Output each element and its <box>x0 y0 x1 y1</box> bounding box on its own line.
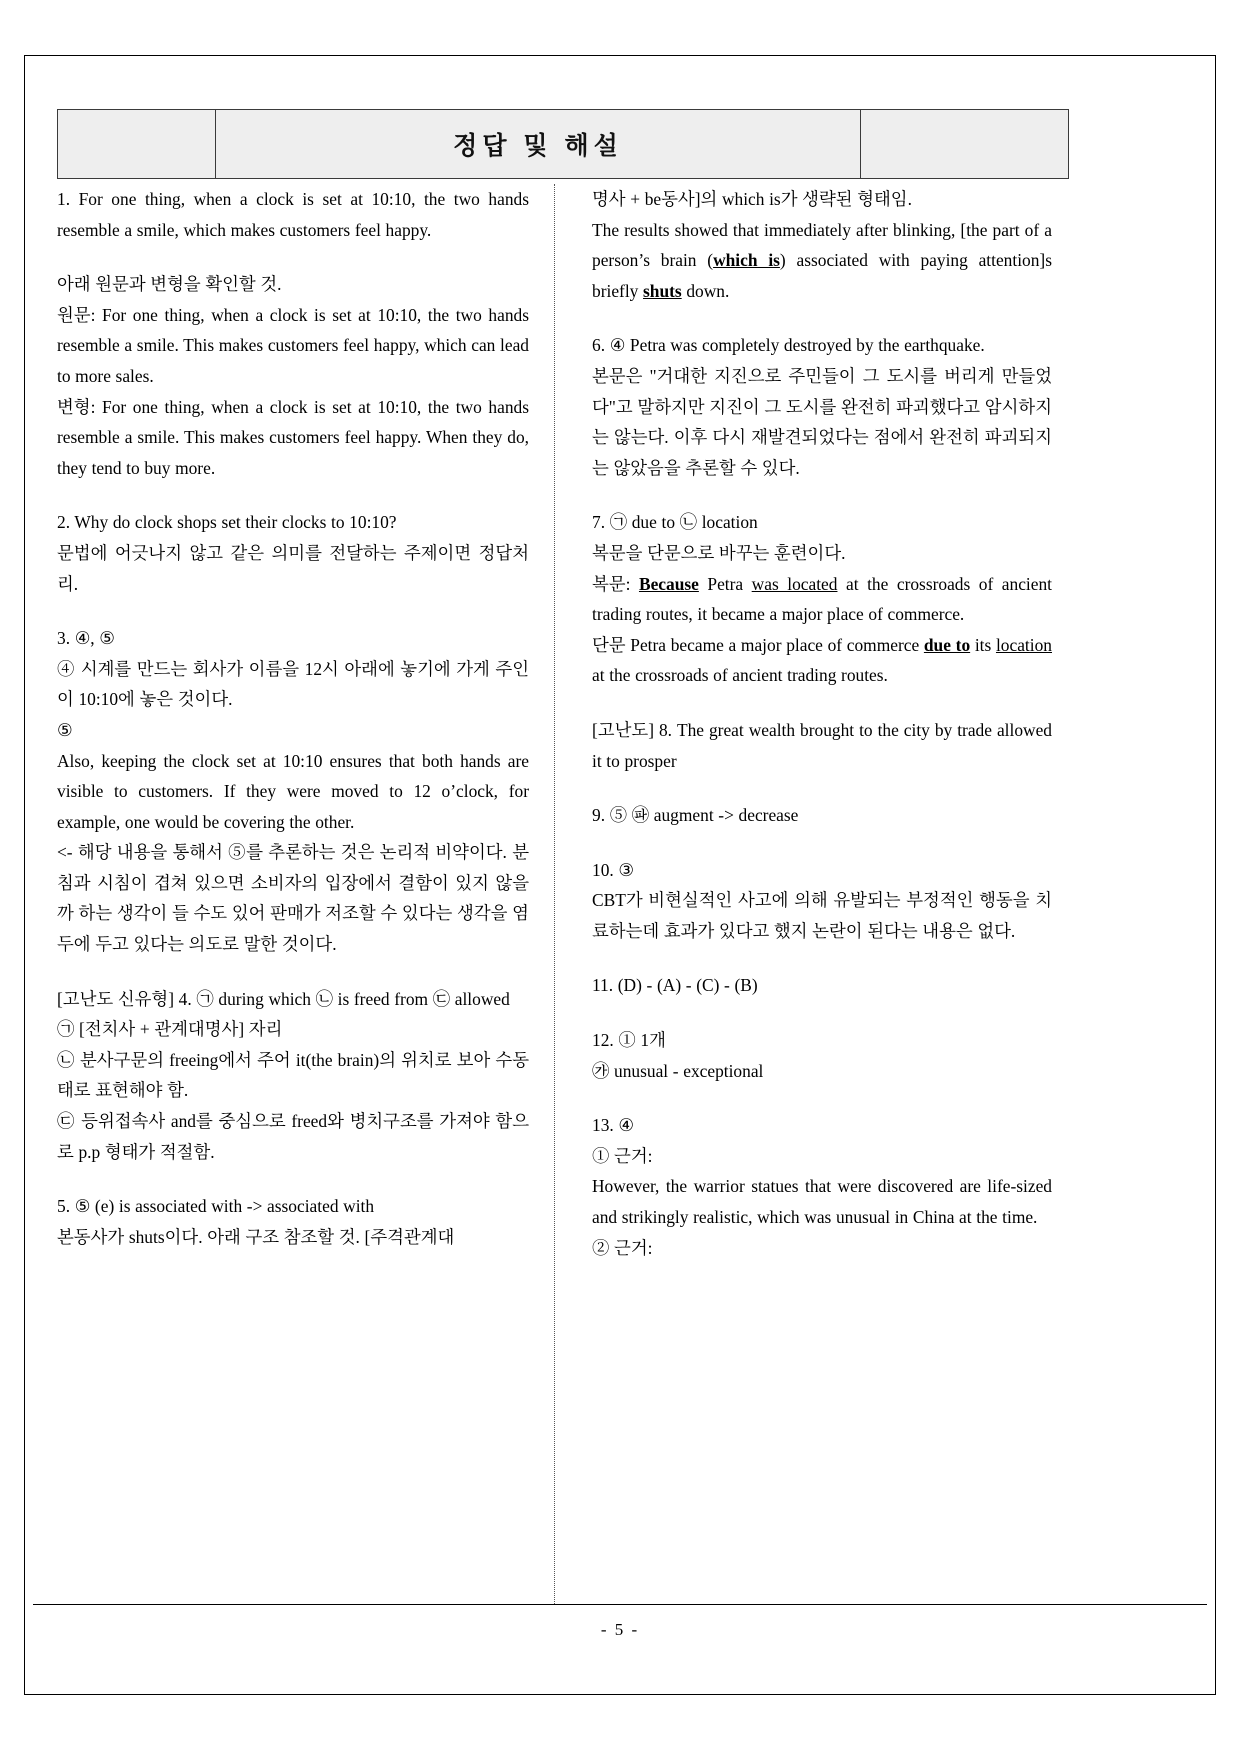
answer-line: 11. (D) - (A) - (C) - (B) <box>592 975 758 996</box>
answer-block-7 <box>592 507 1052 691</box>
answer-line: CBT가 비현실적인 사고에 의해 유발되는 부정적인 행동을 치료하는데 효과가 있다고 했지 논란이 된다는 내용은 없다. <box>592 890 1052 941</box>
right-column <box>566 184 1052 1604</box>
answer-line: 1. For one thing, when a clock is set at 10:10, the two hands resemble a smile, which makes customers feel happy. <box>57 189 529 240</box>
answer-line: 12. ① 1개 <box>592 1030 666 1051</box>
page-content <box>33 64 1207 1686</box>
answer-block-8 <box>592 715 1052 776</box>
answer-block-11 <box>592 970 1052 1001</box>
answer-line: ㉢ 등위접속사 and를 중심으로 freed와 병치구조를 가져야 함으로 p.p 형태가 적절함. <box>57 1111 529 1162</box>
answer-line: <- 해당 내용을 통해서 ⑤를 추론하는 것은 논리적 비약이다. 분침과 시침이 겹쳐 있으면 소비자의 입장에서 결함이 있지 않을까 하는 생각이 들 수도 있어 판매가 저조할 수 있다는 생각을 염두에 두고 있다는 의도로 말한 것이다. <box>57 842 529 955</box>
answer-line: 5. ⑤ (e) is associated with -> associated with <box>57 1196 375 1217</box>
header-row <box>58 110 1069 179</box>
answer-line: 7. ㉠ due to ㉡ location <box>592 512 758 533</box>
answer-line: 변형: For one thing, when a clock is set at 10:10, the two hands resemble a smile. This makes customers feel happy. When they do, they tend to buy more. <box>57 396 529 478</box>
answer-line: 6. ④ Petra was completely destroyed by the earthquake. <box>592 335 985 356</box>
answer-line: [고난도] 8. The great wealth brought to the city by trade allowed it to prosper <box>592 719 1052 771</box>
answer-line: Also, keeping the clock set at 10:10 ensures that both hands are visible to customers. If they were moved to 12 o’clock, for example, one would be covering the other. <box>57 750 529 832</box>
answer-line: ④ 시계를 만드는 회사가 이름을 12시 아래에 놓기에 가게 주인이 10:10에 놓은 것이다. <box>57 658 529 710</box>
header-left-cell <box>58 110 216 179</box>
answer-line: 원문: For one thing, when a clock is set at 10:10, the two hands resemble a smile. This makes customers feel happy, which can lead to more sales. <box>57 304 529 386</box>
answer-line: ㉠ [전치사 + 관계대명사] 자리 <box>57 1019 283 1040</box>
answer-line-simple: 단문 Petra became a major place of commerce due to its location at the crossroads of ancient trading routes. <box>592 634 1052 686</box>
left-column <box>57 184 543 1604</box>
page-title: 정답 및 해설 <box>453 132 623 160</box>
inline-underline-due-to: due to <box>923 634 971 655</box>
column-divider <box>554 184 555 1604</box>
answer-line: 3. ④, ⑤ <box>57 628 115 649</box>
inline-underline-shuts: shuts <box>643 280 682 301</box>
answer-line: 복문을 단문으로 바꾸는 훈련이다. <box>592 542 846 563</box>
inline-underline-location: location <box>995 634 1052 655</box>
answer-line: 본동사가 shuts이다. 아래 구조 참조할 것. [주격관계대 <box>57 1226 455 1247</box>
answer-block-6 <box>592 330 1052 483</box>
answer-line: ⑤ <box>57 719 73 740</box>
answer-line: However, the warrior statues that were discovered are life-sized and strikingly realistic, which was unusual in China at the time. <box>592 1176 1052 1228</box>
answer-line: 아래 원문과 변형을 확인할 것. <box>57 274 282 295</box>
answer-line: ㉡ 분사구문의 freeing에서 주어 it(the brain)의 위치로 보아 수동태로 표현해야 함. <box>57 1049 529 1101</box>
header-right-cell <box>861 110 1069 179</box>
answer-line: [고난도 신유형] 4. ㉠ during which ㉡ is freed from ㉢ allowed <box>57 988 510 1009</box>
answer-block-9 <box>592 800 1052 831</box>
answer-block-1 <box>57 184 529 245</box>
two-column-body <box>57 184 1067 1604</box>
answer-line: 문법에 어긋나지 않고 같은 의미를 전달하는 주제이면 정답처리. <box>57 542 529 594</box>
answer-line: 본문은 "거대한 지진으로 주민들이 그 도시를 버리게 만들었다"고 말하지만 지진이 그 도시를 완전히 파괴했다고 암시하지는 않는다. 이후 다시 재발견되었다는 점에서 완전히 파괴되지는 않았음을 추론할 수 있다. <box>592 365 1052 478</box>
answer-block-5 <box>57 1191 529 1252</box>
answer-line: 명사 + be동사]의 which is가 생략된 형태임. <box>592 189 912 209</box>
answer-line: ① 근거: <box>592 1145 653 1166</box>
inline-underline-which-is: which is <box>713 250 780 271</box>
footer-divider <box>33 1604 1207 1605</box>
answer-block-5-continued <box>592 184 1052 306</box>
answer-line: 9. ⑤ ㉺ augment -> decrease <box>592 805 799 826</box>
answer-line: 10. ③ <box>592 859 634 880</box>
answer-line: 2. Why do clock shops set their clocks to 10:10? <box>57 512 397 533</box>
header-table <box>57 109 1069 179</box>
page-footer: - 5 - <box>600 1620 640 1639</box>
inline-underline-was-located: was located <box>751 573 838 594</box>
answer-line-highlighted: The results showed that immediately after blinking, [the part of a person’s brain (which is) associated with paying attention]s briefly shuts down. <box>592 219 1052 301</box>
answer-line: ㉮ unusual - exceptional <box>592 1060 764 1081</box>
answer-block-10 <box>592 855 1052 947</box>
answer-block-4 <box>57 984 529 1168</box>
header-title-cell <box>216 110 861 179</box>
answer-block-12 <box>592 1025 1052 1086</box>
answer-block-2 <box>57 507 529 599</box>
answer-line: ② 근거: <box>592 1237 653 1258</box>
answer-line-complex: 복문: Because Petra was located at the crossroads of ancient trading routes, it became a major place of commerce. <box>592 573 1053 625</box>
inline-underline-because: Because <box>638 573 699 594</box>
answer-block-1-note <box>57 269 529 483</box>
answer-line: 13. ④ <box>592 1115 634 1136</box>
answer-block-13 <box>592 1110 1052 1263</box>
answer-block-3 <box>57 623 529 960</box>
